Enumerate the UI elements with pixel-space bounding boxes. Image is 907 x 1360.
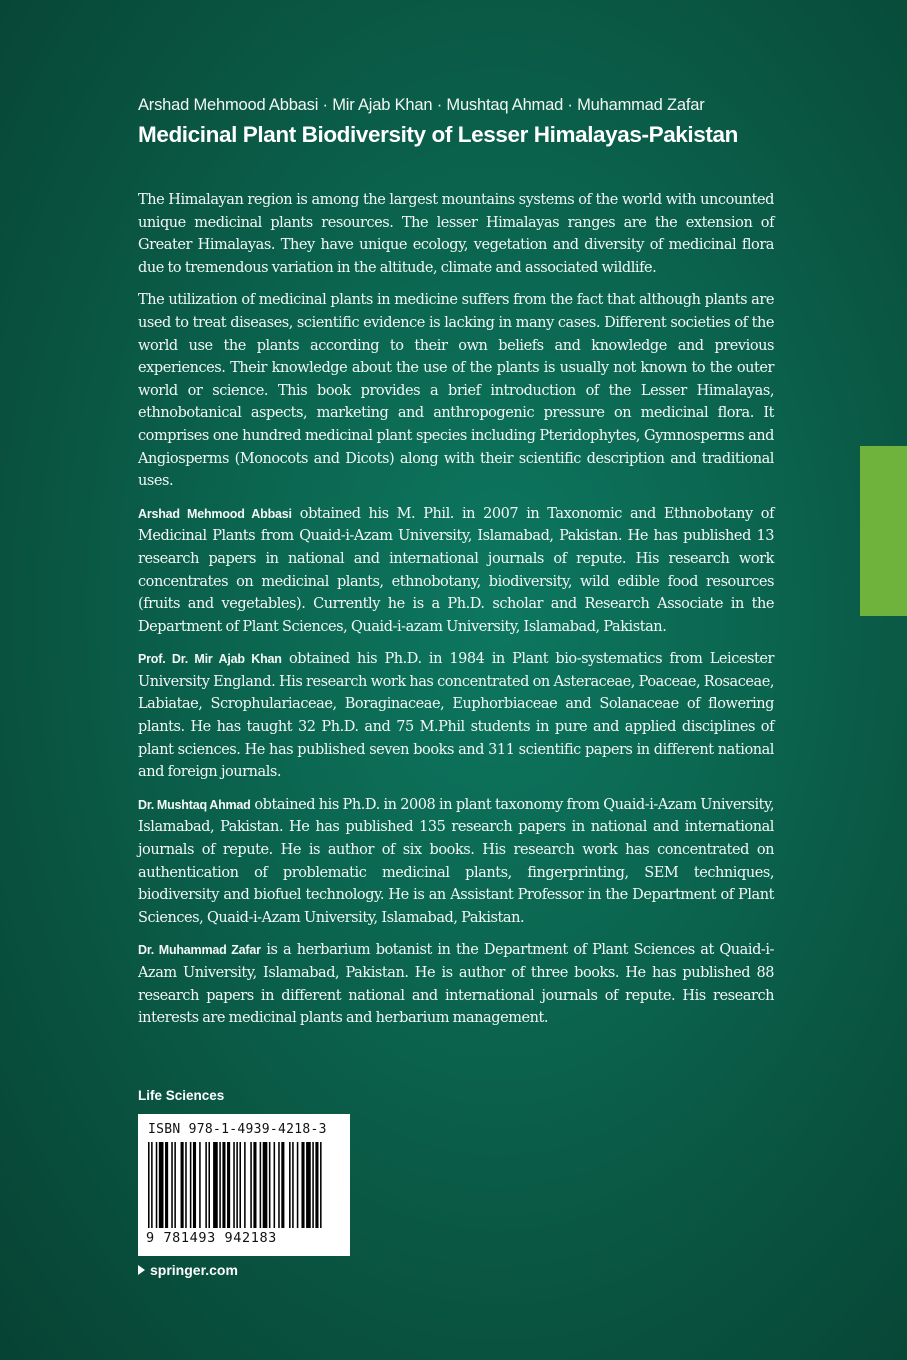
barcode-bar [315, 1142, 318, 1228]
barcode-bar [289, 1142, 291, 1228]
author-bio-name: Arshad Mehmood Abbasi [138, 506, 292, 521]
author-bio [138, 794, 774, 930]
book-title: Medicinal Plant Biodiversity of Lesser Himalayas-Pakistan [138, 122, 738, 147]
barcode-bar [219, 1142, 221, 1228]
barcode-bar [174, 1142, 176, 1228]
arrow-right-icon [138, 1265, 145, 1275]
barcode-bar [190, 1142, 192, 1228]
header [138, 94, 818, 150]
author-bio [138, 503, 774, 639]
author-bio-text: is a herbarium botanist in the Department of Plant Sciences at Quaid-i-Azam University, Islamabad, Pakistan. He is author of three books. He has published 88 research papers in different national and international journals of repute. His research interests are medicinal plants and herbarium management. [138, 942, 774, 1027]
barcode-icon [146, 1142, 342, 1228]
barcode-bar [233, 1142, 235, 1228]
publisher-url[interactable]: springer.com [150, 1262, 238, 1278]
barcode-bar [244, 1142, 246, 1228]
author-bio [138, 939, 774, 1029]
barcode-bar [165, 1142, 168, 1228]
barcode-bar [250, 1142, 252, 1228]
barcode-bar [222, 1142, 225, 1228]
author-bio-text: obtained his M. Phil. in 2007 in Taxonomic and Ethnobotany of Medicinal Plants from Quaid-i-Azam University, Islamabad, Pakistan. He has published 13 research papers in national and international journals of repute. His research work concentrates on medicinal plants, ethnobotany, biodiversity, wild edible food resources (fruits and vegetables). Currently he is a Ph.D. scholar and Research Associate in the Department of Plant Sciences, Quaid-i-azam University, Islamabad, Pakistan. [138, 505, 774, 635]
barcode-bar [205, 1142, 207, 1228]
barcode-bar [208, 1142, 210, 1228]
barcode-bar [306, 1142, 311, 1228]
barcode-bar [320, 1142, 322, 1228]
barcode-bar [159, 1142, 164, 1228]
barcode-bar [312, 1142, 314, 1228]
author-bio-name: Dr. Mushtaq Ahmad [138, 797, 251, 812]
publisher-link[interactable] [138, 1262, 398, 1278]
author-bio [138, 648, 774, 784]
barcode-bar [274, 1142, 276, 1228]
subject-category: Life Sciences [138, 1088, 225, 1103]
barcode-bar [281, 1142, 284, 1228]
author-bio-name: Prof. Dr. Mir Ajab Khan [138, 652, 282, 667]
description-paragraph: The utilization of medicinal plants in medicine suffers from the fact that although plants are used to treat diseases, scientific evidence is lacking in many cases. Different societies of the world use the plants according to their own beliefs and knowledge and previous experiences. Their knowledge about the use of the plants is usually not known to the outer world or science. This book provides a brief introduction of the Lesser Himalayas, ethnobotanical aspects, marketing and anthropogenic pressure on medicinal flora. It comprises one hundred medicinal plant species including Pteridophytes, Gymnosperms and Angiosperms (Monocots and Dicots) along with their scientific description and traditional uses. [138, 292, 774, 490]
barcode-bar [148, 1142, 150, 1228]
barcode-number: 9 781493 942183 [146, 1230, 277, 1246]
back-cover-text [138, 189, 774, 1040]
barcode-bar [199, 1142, 201, 1228]
author-list: Arshad Mehmood Abbasi · Mir Ajab Khan · Mushtaq Ahmad · Muhammad Zafar [138, 96, 705, 114]
barcode-bar [278, 1142, 280, 1228]
barcode-bar [239, 1142, 241, 1228]
description-paragraph: The Himalayan region is among the largest mountains systems of the world with uncounted unique medicinal plants resources. The lesser Himalayas ranges are the extension of Greater Himalayas. They have unique ecology, vegetation and diversity of medicinal flora due to tremendous variation in the altitude, climate and associated wildlife. [138, 192, 774, 276]
barcode-bar [171, 1142, 173, 1228]
barcode-bar [156, 1142, 158, 1228]
author-bio-text: obtained his Ph.D. in 2008 in plant taxonomy from Quaid-i-Azam University, Islamabad, Pakistan. He has published 135 research papers in national and international journals of repute. He is author of six books. His research work has concentrated on authentication of problematic medicinal plants, fingerprinting, SEM techniques, biodiversity and biofuel technology. He is an Assistant Professor in the Department of Plant Sciences, Quaid-i-Azam University, Islamabad, Pakistan. [138, 796, 774, 926]
barcode-bar [297, 1142, 299, 1228]
green-accent-tab [860, 446, 907, 616]
barcode-bar [193, 1142, 196, 1228]
barcode-bar [181, 1142, 184, 1228]
barcode-bar [236, 1142, 238, 1228]
isbn-barcode [138, 1114, 350, 1256]
barcode-bar [185, 1142, 187, 1228]
isbn-label: ISBN 978-1-4939-4218-3 [148, 1122, 327, 1137]
barcode-bar [213, 1142, 218, 1228]
barcode-bar [292, 1142, 294, 1228]
barcode-bar [253, 1142, 256, 1228]
author-bio-name: Dr. Muhammad Zafar [138, 943, 261, 958]
barcode-bar [269, 1142, 271, 1228]
barcode-bar [260, 1142, 262, 1228]
barcode-bar [301, 1142, 304, 1228]
barcode-bar [151, 1142, 153, 1228]
barcode-bar [227, 1142, 230, 1228]
footer [138, 1086, 398, 1278]
barcode-bar [263, 1142, 268, 1228]
author-bio-text: obtained his Ph.D. in 1984 in Plant bio-systematics from Leicester University England. His research work has concentrated on Asteraceae, Poaceae, Rosaceae, Labiatae, Scrophulariaceae, Boraginaceae, Euphorbiaceae and Solanaceae of flowering plants. He has taught 32 Ph.D. and 75 M.Phil students in pure and applied disciplines of plant sciences. He has published seven books and 311 scientific papers in different national and foreign journals. [138, 651, 774, 781]
